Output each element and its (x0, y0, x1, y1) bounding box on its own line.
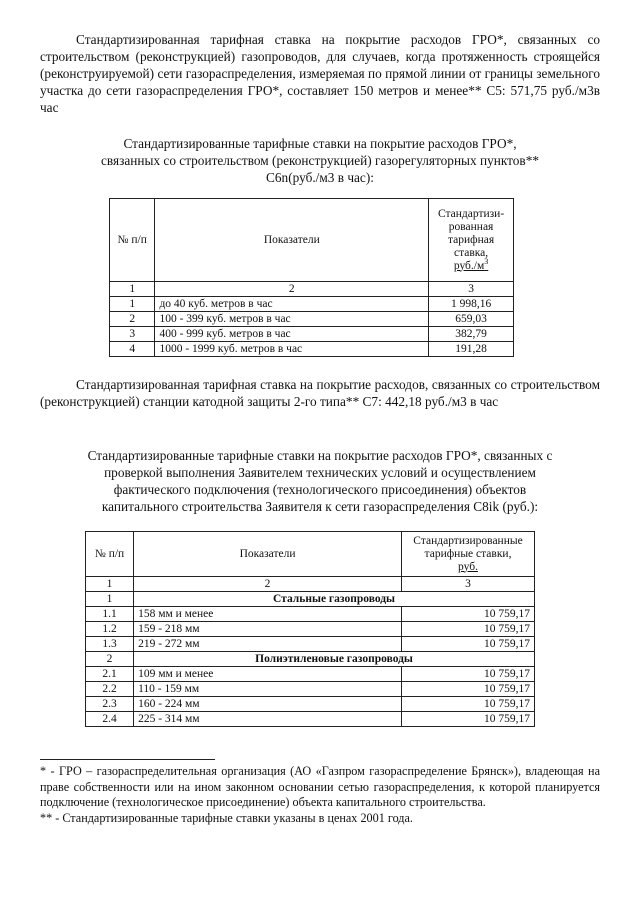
table-cell: 2.1 (86, 667, 134, 682)
heading-c6-line1: Стандартизированные тарифные ставки на покрытие расходов ГРО*, (123, 136, 517, 151)
table-cell: 10 759,17 (402, 682, 535, 697)
paragraph-c7 (40, 376, 600, 410)
table-cell: 1000 - 1999 куб. метров в час (155, 342, 429, 357)
heading-c8-line2: проверкой выполнения Заявителем технических условий и осуществлением (104, 465, 536, 480)
table-cell: 3 (402, 577, 535, 592)
table-c8-header-value-c: руб. (458, 560, 478, 573)
table-cell: 10 759,17 (402, 697, 535, 712)
table-row (86, 682, 535, 697)
table-row (86, 622, 535, 637)
table-row (86, 712, 535, 727)
paragraph-c5-text: Стандартизированная тарифная ставка на покрытие расходов ГРО*, связанных со строительством (реконструкцией) газопроводов, для случаев, когда протяженность строящейся (реконструируемой) сети газораспределения, измеряемая по прямой линии от границы земельного участка до сети газораспределения ГРО*, составляет 150 метров и менее** С5: 571,75 руб./м3в час (40, 32, 600, 115)
table-cell: 4 (110, 342, 155, 357)
table-cell: 109 мм и менее (134, 667, 402, 682)
table-cell: 1.3 (86, 637, 134, 652)
table-c8-header-num: № п/п (86, 532, 134, 577)
table-row (110, 327, 514, 342)
table-cell: 2.3 (86, 697, 134, 712)
table-cell: 191,28 (429, 342, 514, 357)
footnote-gro: * - ГРО – газораспределительная организация (АО «Газпром газораспределение Брянск»), владеющая на праве собственности или на ином законном основании сетью газораспределения, к которой планируется подключение (технологическое присоединение) объекта капитального строительства. (40, 764, 600, 809)
heading-c8 (30, 447, 610, 515)
table-cell: 1 (86, 592, 134, 607)
table-cell: 1.1 (86, 607, 134, 622)
table-cell: 10 759,17 (402, 667, 535, 682)
table-c6-header-value-a: Стандартизи- (437, 207, 505, 220)
footnotes (40, 764, 600, 826)
heading-c6-line2: связанных со строительством (реконструкцией) газорегуляторных пунктов** (101, 153, 539, 168)
table-cell: 110 - 159 мм (134, 682, 402, 697)
table-cell: 2.4 (86, 712, 134, 727)
table-cell: 225 - 314 мм (134, 712, 402, 727)
table-cell: 2 (155, 282, 429, 297)
table-row (86, 667, 535, 682)
table-cell: 2 (134, 577, 402, 592)
table-c8-header-name: Показатели (134, 532, 402, 577)
paragraph-c7-text: Стандартизированная тарифная ставка на покрытие расходов, связанных со строительством (реконструкцией) станции катодной защиты 2-го типа** С7: 442,18 руб./м3 в час (40, 377, 600, 409)
table-cell: 659,03 (429, 312, 514, 327)
table-cell: 160 - 224 мм (134, 697, 402, 712)
table-section-row (86, 592, 535, 607)
table-c6-header-value-b: рованная (448, 220, 494, 233)
table-cell: 2 (86, 652, 134, 667)
heading-c6-line3: С6n(руб./м3 в час): (266, 170, 374, 185)
table-row (110, 342, 514, 357)
table-c6-header-num: № п/п (110, 199, 155, 282)
table-cell: 100 - 399 куб. метров в час (155, 312, 429, 327)
table-row (110, 297, 514, 312)
table-cell: 219 - 272 мм (134, 637, 402, 652)
table-c6-header-value-d: ставка, (453, 246, 489, 259)
paragraph-c5 (40, 31, 600, 116)
heading-c8-line1: Стандартизированные тарифные ставки на покрытие расходов ГРО*, связанных с (87, 448, 553, 463)
footnote-prices: ** - Стандартизированные тарифные ставки указаны в ценах 2001 года. (40, 810, 413, 825)
table-cell: 1 998,16 (429, 297, 514, 312)
table-cell: 400 - 999 куб. метров в час (155, 327, 429, 342)
table-c6-header-value-c: тарифная (447, 233, 495, 246)
table-c8-header-value-a: Стандартизированные (413, 534, 523, 547)
table-cell: 382,79 (429, 327, 514, 342)
table-row (86, 607, 535, 622)
table-cell: 158 мм и менее (134, 607, 402, 622)
table-cell: 10 759,17 (402, 607, 535, 622)
table-cell: 1 (86, 577, 134, 592)
heading-c8-line3: фактического подключения (технологического присоединения) объектов (113, 482, 527, 497)
table-cell: 1.2 (86, 622, 134, 637)
table-cell: 3 (429, 282, 514, 297)
table-c8-header-value (402, 532, 535, 577)
table-cell: 2 (110, 312, 155, 327)
table-cell: до 40 куб. метров в час (155, 297, 429, 312)
table-cell: 10 759,17 (402, 637, 535, 652)
heading-c6 (40, 135, 600, 186)
table-row (110, 282, 514, 297)
table-cell: 159 - 218 мм (134, 622, 402, 637)
table-row (110, 312, 514, 327)
table-c6-header-value-e: $руб./м^3$ (453, 256, 489, 272)
table-row (86, 637, 535, 652)
table-cell: 2.2 (86, 682, 134, 697)
section-title-polyethylene: Полиэтиленовые газопроводы (134, 652, 535, 667)
section-title-steel: Стальные газопроводы (134, 592, 535, 607)
heading-c8-line4: капитального строительства Заявителя к сети газораспределения С8ik (руб.): (101, 499, 539, 514)
table-c6-header-name: Показатели (155, 199, 429, 282)
table-cell: 1 (110, 297, 155, 312)
table-cell: 10 759,17 (402, 712, 535, 727)
table-cell: 10 759,17 (402, 622, 535, 637)
table-cell: 1 (110, 282, 155, 297)
table-c6 (109, 198, 514, 357)
table-cell: 3 (110, 327, 155, 342)
footnote-divider (40, 759, 215, 760)
table-c6-header-value (429, 199, 514, 282)
table-c8 (85, 531, 535, 727)
table-row (86, 577, 535, 592)
table-section-row (86, 652, 535, 667)
table-c8-header-value-b: тарифные ставки, (424, 547, 512, 560)
table-row (86, 697, 535, 712)
